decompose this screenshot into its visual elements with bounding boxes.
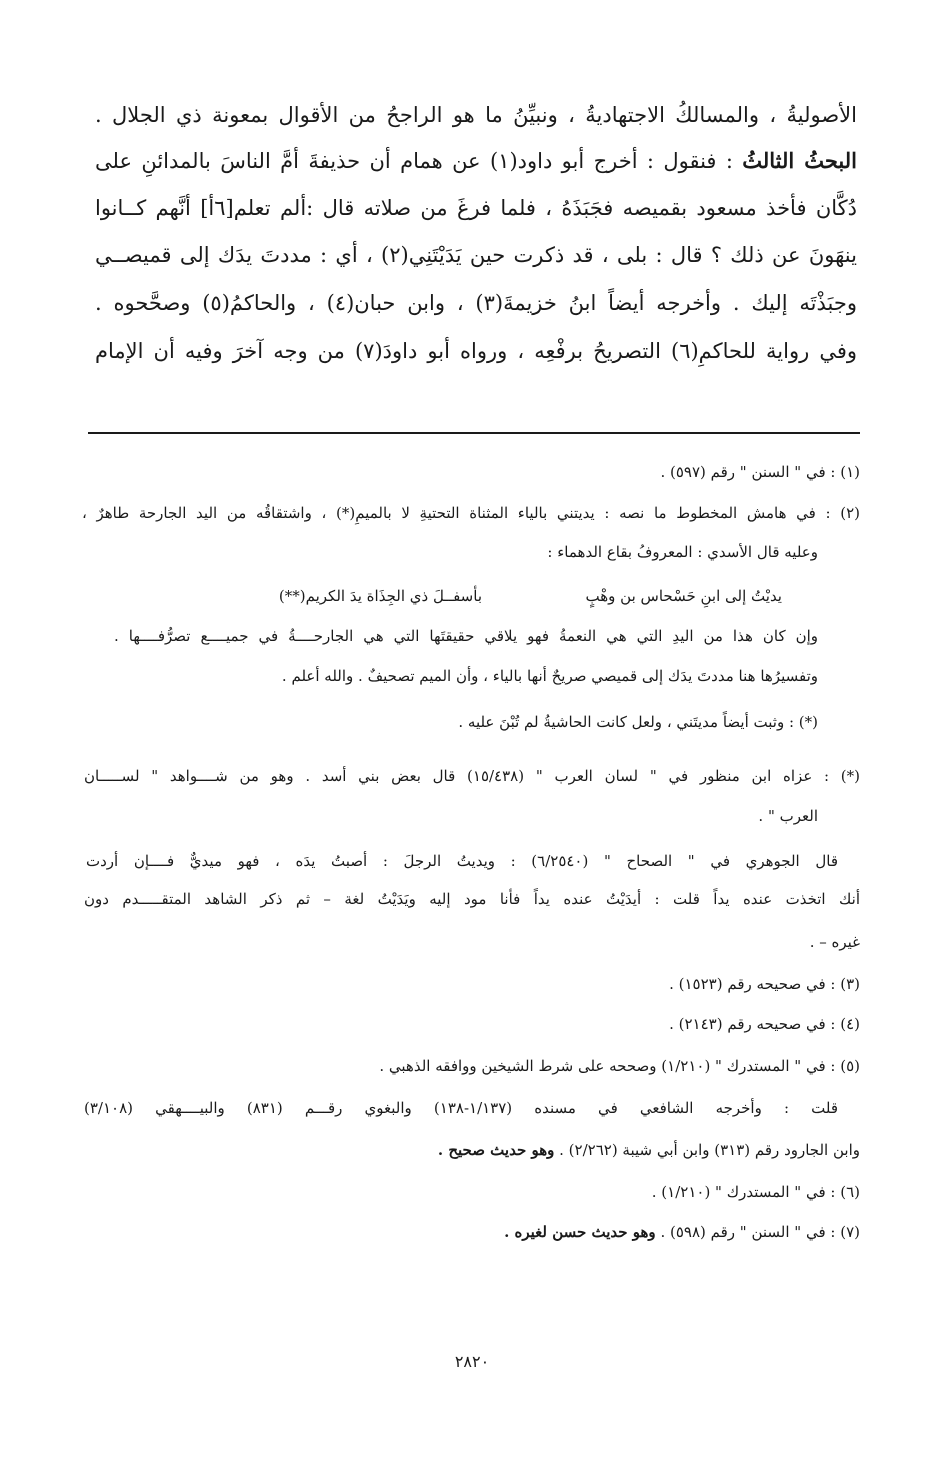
verse-hemistich: يديْتُ إلى ابنِ حَسْحاس بن وهْبٍ [585,587,782,605]
main-line-text: : فنقول : أخرج أبو داود(١) عن همام أن حذيفةَ أمَّ الناسَ بالمدائنِ على [95,149,743,173]
footnote: وإن كان هذا من اليدِ التي هي النعمةُ فهو يلاقي حقيقتَها التي هي الجارحــــةُ في جميــــع تصرُّفــــها . [114,627,818,645]
footnote: غيره – . [809,933,860,951]
footnote [84,1136,860,1164]
footnote: (*) : وثبت أيضاً مديتَني ، ولعل كانت الحاشيةُ لم تُبْنَ عليه . [458,713,818,731]
footnote-divider [88,432,860,434]
footnote: (٢) : في هامش المخطوط ما نصه : يديتني بالياء المثناة التحتيةِ لا بالميمِ(*) ، واشتقاقُه من اليد الجارحة طاهرٌ ، [82,504,860,522]
footnote: (*) : عزاه ابن منظور في " لسان العرب " (١٥/٤٣٨) قال بعض بني أسد . وهو من شــــواهد " لســـــان [84,767,860,785]
verse-hemistich: بأسفــلَ ذي الجِذَاة يدَ الكريم(**) [278,587,482,605]
footnote-text: وابن الجارود رقم (٣١٣) وابن أبي شيبة (٢/٢٦٢) . [554,1141,860,1159]
footnote [260,1218,860,1246]
footnote-text: (٧) : في " السنن " رقم (٥٩٨) . [655,1223,860,1241]
main-line: وجبَذْتَه إليك . وأخرجه أيضاً ابنُ خزيمةَ(٣) ، وابن حبان(٤) ، والحاكمُ(٥) وصحَّحوه . [95,291,857,315]
main-line: الأصوليةُ ، والمسالكُ الاجتهاديةُ ، ونبيِّنُ ما هو الراجحُ من الأقوال بمعونة ذي الجلال . [95,103,857,127]
footnote: وعليه قال الأسدي : المعروفُ بقاع الدهماء : [547,543,818,561]
hadith-grade: وهو حديث حسن لغيره . [504,1223,656,1241]
footnote: (٣) : في صحيحه رقم (١٥٢٣) . [669,975,860,993]
footnote: العرب " . [758,807,818,825]
footnote: قال الجوهري في " الصحاح " (٦/٢٥٤٠) : ويديتُ الرجلَ : أصبتُ يدَه ، فهو ميديٌّ فــــإن أردت [86,852,838,870]
hadith-grade: وهو حديث صحيح . [437,1141,555,1159]
footnote: (٦) : في " المستدرك " (١/٢١٠) . [651,1183,860,1201]
footnote: وتفسيرُها هنا مددتَ يدَك إلى قميصي صريحٌ أنها بالياء ، وأن الميم تصحيفٌ . والله أعلم . [281,667,818,685]
main-line: وفي رواية للحاكمِ(٦) التصريحُ برفْعِه ، ورواه أبو داودَ(٧) من وجه آخرَ وفيه أن الإمام [95,339,857,363]
footnote: (٤) : في صحيحه رقم (٢١٤٣) . [669,1015,860,1033]
section-heading: البحثُ الثالثُ [742,148,857,173]
footnote: قلت : وأخرجه الشافعي في مسنده (١/١٣٧-١٣٨) والبغوي رقـــم (٨٣١) والبيــــهقي (٣/١٠٨) [84,1099,838,1117]
page-number: ٢٨٢٠ [454,1352,490,1371]
main-line [95,138,857,184]
footnote: (٥) : في " المستدرك " (١/٢١٠) وصححه على شرط الشيخين ووافقه الذهبي . [379,1057,860,1075]
footnote: أنك اتخذت عنده يداً قلت : أيدَيْتُ عنده يداً فأنا مود إليه ويَدَيْتُ لغة – ثم ذكر الشاهد المتقـــــدم دون [84,890,860,908]
main-line: ينهَونَ عن ذلك ؟ قال : بلى ، قد ذكرت حين يَدَيْتَنِي(٢) ، أي : مددتَ يدَك إلى قميصــي [95,243,857,267]
footnote: (١) : في " السنن " رقم (٥٩٧) . [660,463,860,481]
main-line: دُكَّان فأخذ مسعود بقميصه فجَبَذَهُ ، فلما فرغَ من صلاته قال :ألم تعلم[٦أ] أنَّهم كــانوا [95,196,857,220]
